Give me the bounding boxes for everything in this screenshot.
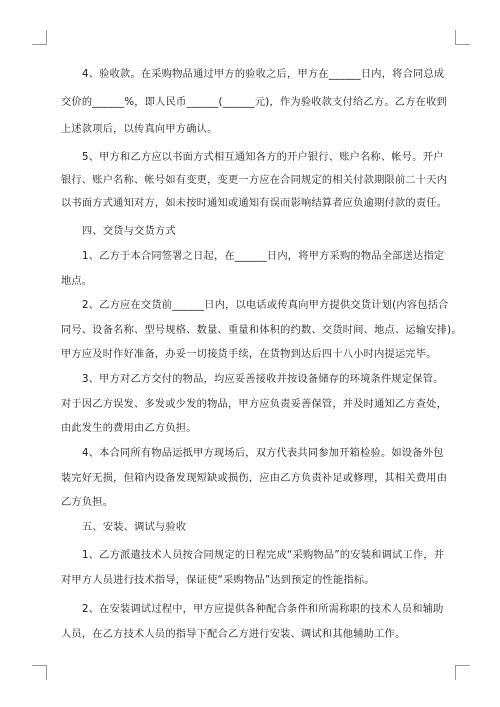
- clause-4-acceptance-payment-line-2: 交价的______%，即人民币______(______元)，作为验收款支付给乙方。乙方在收到: [61, 97, 447, 108]
- delivery-clause-2-line-2: 同号、设备名称、型号规格、数量、重量和体积的约数、交货时间、地点、运输安排)。: [61, 325, 462, 336]
- clause-5-bank-info-line-2: 银行、账户名称、帐号如有变更，变更一方应在合同规定的相关付款期限前二十天内: [61, 175, 448, 186]
- install-clause-2-line-2: 人员，在乙方技术人员的指导下配合乙方进行安装、调试和其他辅助工作。: [61, 629, 406, 640]
- delivery-clause-4-line-2: 装完好无损，但箱内设备发现短缺或损伤，应由乙方负责补足或修理，其相关费用由: [61, 473, 448, 484]
- clause-4-acceptance-payment-line-1: 4、验收款。在采购物品通过甲方的验收之后，甲方在______日内，将合同总成: [82, 69, 445, 80]
- delivery-clause-2-line-1: 2、乙方应在交货前______日内，以电话或传真向甲方提供交货计划(内容包括合: [82, 300, 449, 311]
- crop-mark-top-left: [32, 30, 47, 45]
- delivery-clause-2-line-3: 甲方应及时作好准备，办妥一切接货手续，在货物到达后四十八小时内提运完毕。: [61, 349, 437, 360]
- delivery-clause-4-line-1: 4、本合同所有物品运抵甲方现场后，双方代表共同参加开箱检验。如设备外包: [82, 448, 444, 459]
- section-5-heading: 五、安装、调试与验收: [82, 522, 187, 533]
- delivery-clause-1-line-1: 1、乙方于本合同签署之日起，在______日内，将甲方采购的物品全部送达指定: [82, 251, 445, 262]
- clause-5-bank-info-line-1: 5、甲方和乙方应以书面方式相互通知各方的开户银行、账户名称、帐号。开户: [82, 152, 444, 163]
- delivery-clause-3-line-1: 3、甲方对乙方交付的物品，均应妥善接收并按设备储存的环境条件规定保管。: [82, 374, 444, 385]
- clause-4-acceptance-payment-line-3: 上述款项后，以传真向甲方确认。: [61, 124, 218, 135]
- section-4-heading: 四、交货与交货方式: [82, 226, 176, 237]
- clause-5-bank-info-line-3: 以书面方式通知对方，如未按时通知或通知有误而影响结算者应负逾期付款的责任。: [61, 198, 448, 209]
- delivery-clause-3-line-2: 对于因乙方误发、多发或少发的物品，甲方应负责妥善保管，并及时通知乙方查处，: [61, 399, 448, 410]
- delivery-clause-3-line-3: 由此发生的费用由乙方负担。: [61, 423, 197, 434]
- delivery-clause-1-line-2: 地点。: [61, 276, 93, 287]
- crop-mark-top-right: [455, 30, 470, 45]
- delivery-clause-4-line-3: 乙方负担。: [61, 497, 114, 508]
- install-clause-1-line-2: 对甲方人员进行技术指导，保证使“采购物品”达到预定的性能指标。: [61, 575, 375, 586]
- install-clause-2-line-1: 2、在安装调试过程中，甲方应提供各种配合条件和所需称职的技术人员和辅助: [82, 604, 444, 615]
- install-clause-1-line-1: 1、乙方派遣技术人员按合同规定的日程完成“采购物品”的安装和调试工作，并: [82, 550, 445, 561]
- crop-mark-bottom-right: [455, 665, 470, 680]
- crop-mark-bottom-left: [32, 665, 47, 680]
